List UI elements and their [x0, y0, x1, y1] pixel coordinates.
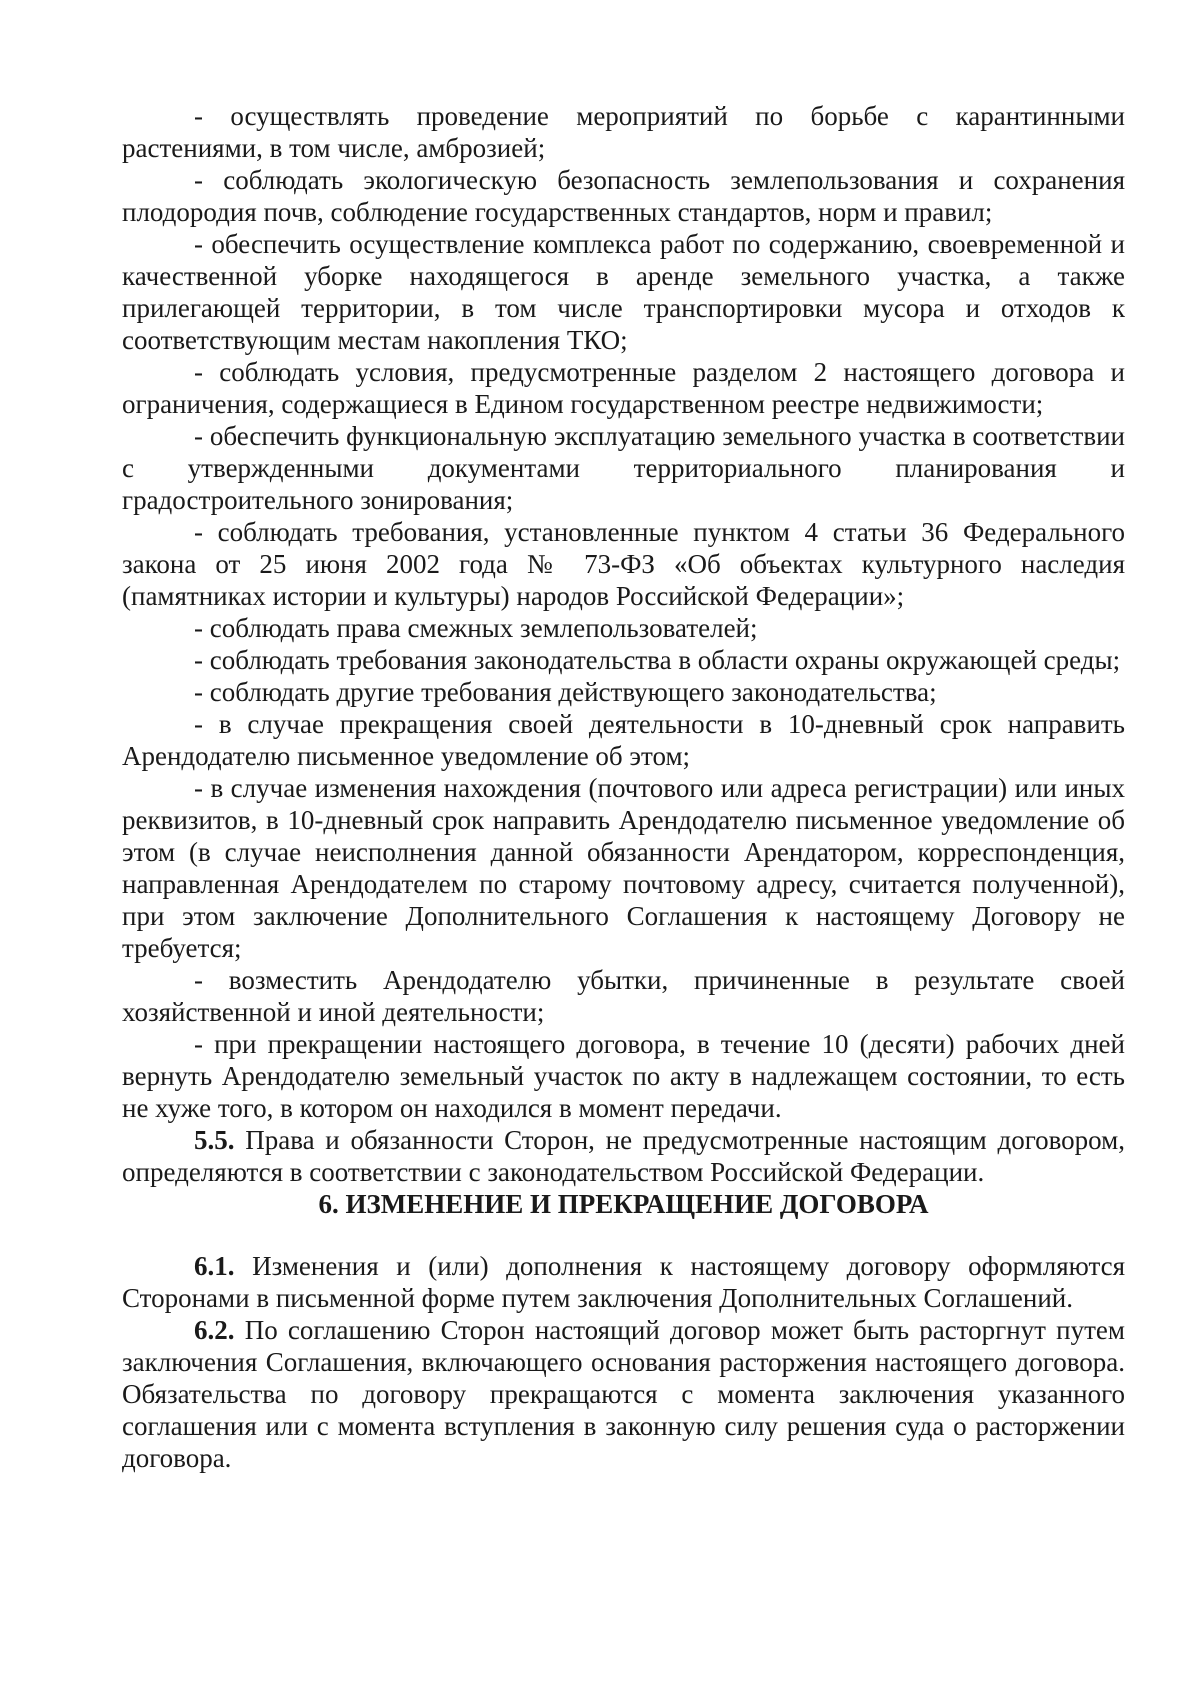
clause-number: 6.1.	[194, 1251, 235, 1281]
obligation-item: - соблюдать требования, установленные пунктом 4 статьи 36 Федерального закона от 25 июня 2002 года № 73-ФЗ «Об объектах культурного наследия (памятниках истории и культуры) народов Российской Федерации»;	[122, 517, 1125, 611]
obligation-item: - в случае изменения нахождения (почтового или адреса регистрации) или иных реквизитов, в 10-дневный срок направить Арендодателю письменное уведомление об этом (в случае неисполнения данной обязанности Арендатором, корреспонденция, направленная Арендодателем по старому почтовому адресу, считается полученной), при этом заключение Дополнительного Соглашения к настоящему Договору не требуется;	[122, 773, 1125, 963]
obligation-item: - соблюдать требования законодательства в области охраны окружающей среды;	[194, 645, 1121, 675]
clause-number: 5.5.	[194, 1125, 235, 1155]
obligation-item: - обеспечить функциональную эксплуатацию земельного участка в соответствии с утвержденными документами территориального планирования и градостроительного зонирования;	[122, 421, 1125, 515]
clause-text: Права и обязанности Сторон, не предусмотренные настоящим договором, определяются в соответствии с законодательством Российской Федерации.	[122, 1125, 1125, 1187]
obligation-item: - при прекращении настоящего договора, в течение 10 (десяти) рабочих дней вернуть Арендодателю земельный участок по акту в надлежащем состоянии, то есть не хуже того, в котором он находился в момент передачи.	[122, 1029, 1125, 1123]
obligation-item: - обеспечить осуществление комплекса работ по содержанию, своевременной и качественной уборке находящегося в аренде земельного участка, а также прилегающей территории, в том числе транспортировки мусора и отходов к соответствующим местам накопления ТКО;	[122, 229, 1125, 355]
clause-6-1	[122, 1250, 1125, 1314]
document-page	[122, 100, 1125, 1474]
clause-6-2	[122, 1314, 1125, 1474]
clause-text: По соглашению Сторон настоящий договор может быть расторгнут путем заключения Соглашения, включающего основания расторжения настоящего договора. Обязательства по договору прекращаются с момента заключения указанного соглашения или с момента вступления в законную силу решения суда о расторжении договора.	[122, 1315, 1125, 1473]
section-heading: 6. ИЗМЕНЕНИЕ И ПРЕКРАЩЕНИЕ ДОГОВОРА	[318, 1189, 929, 1219]
obligation-item: - соблюдать другие требования действующего законодательства;	[194, 677, 937, 707]
clause-number: 6.2.	[194, 1315, 235, 1345]
clause-text: Изменения и (или) дополнения к настоящему договору оформляются Сторонами в письменной форме путем заключения Дополнительных Соглашений.	[122, 1251, 1125, 1313]
obligation-item: - осуществлять проведение мероприятий по борьбе с карантинными растениями, в том числе, амброзией;	[122, 101, 1125, 163]
obligation-item: - соблюдать условия, предусмотренные разделом 2 настоящего договора и ограничения, содержащиеся в Едином государственном реестре недвижимости;	[122, 357, 1125, 419]
clause-5-5	[122, 1124, 1125, 1188]
obligation-item: - соблюдать права смежных землепользователей;	[194, 613, 758, 643]
obligation-item: - соблюдать экологическую безопасность землепользования и сохранения плодородия почв, соблюдение государственных стандартов, норм и правил;	[122, 165, 1125, 227]
obligation-item: - возместить Арендодателю убытки, причиненные в результате своей хозяйственной и иной деятельности;	[122, 965, 1125, 1027]
obligation-item: - в случае прекращения своей деятельности в 10-дневный срок направить Арендодателю письменное уведомление об этом;	[122, 709, 1125, 771]
